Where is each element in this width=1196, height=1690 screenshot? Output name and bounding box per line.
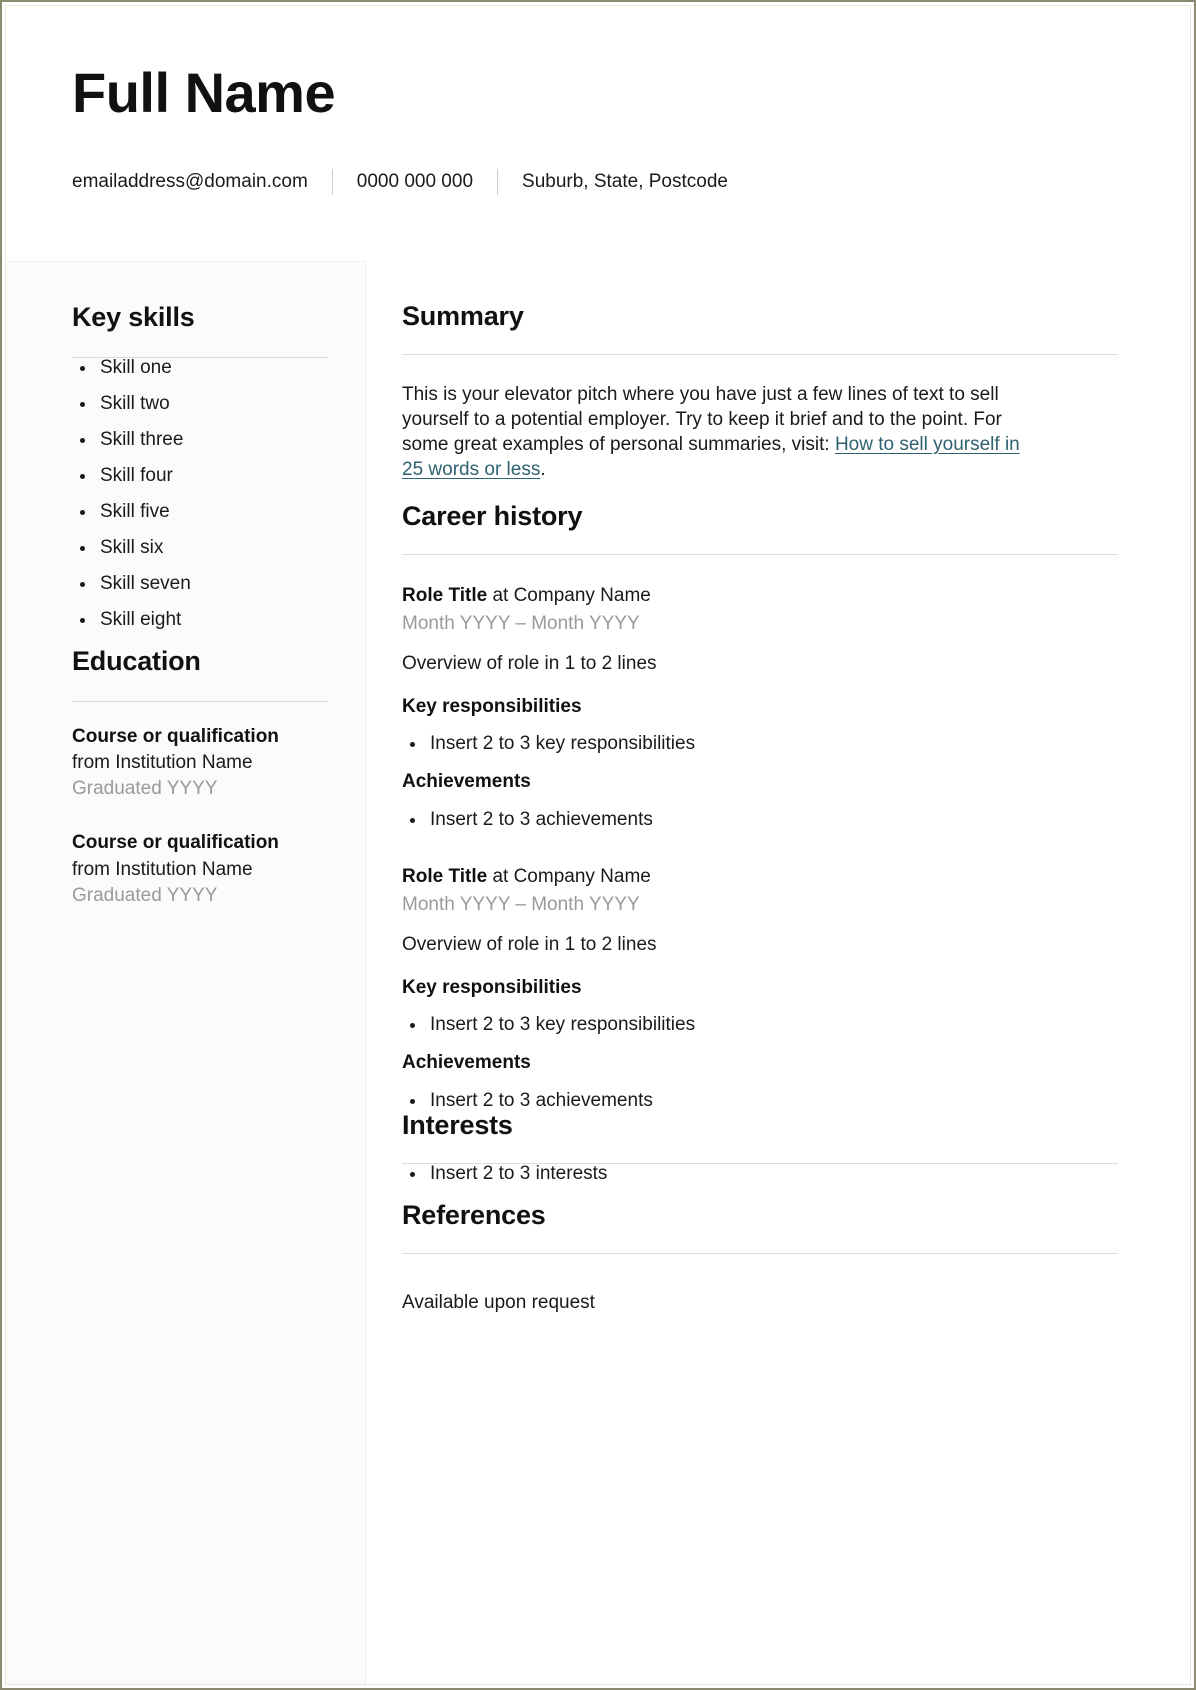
main-content <box>366 261 1190 1685</box>
list-item: Insert 2 to 3 key responsibilities <box>402 734 1118 753</box>
resume-page-inner <box>5 5 1191 1685</box>
job-responsibilities-list <box>402 734 1118 753</box>
job-at: at <box>487 865 514 887</box>
section-title-key-skills: Key skills <box>72 301 195 332</box>
section-title-interests: Interests <box>402 1109 513 1140</box>
list-item: Insert 2 to 3 achievements <box>402 810 1118 829</box>
section-divider <box>402 1253 1118 1254</box>
contact-row <box>72 169 1190 195</box>
list-item: Skill six <box>72 538 329 557</box>
education-item <box>72 830 329 909</box>
key-skills-list <box>72 358 329 629</box>
job-dates: Month YYYY – Month YYYY <box>402 612 640 634</box>
list-item: Skill seven <box>72 574 329 593</box>
education-institution: from Institution Name <box>72 858 253 880</box>
summary-text-before-link: This is your elevator pitch where you have just a few lines of text to sell yourself to a potential employer. Try to keep it brief and to the point. For some great examples of personal summaries, visit: <box>402 383 1002 455</box>
list-item: Skill eight <box>72 610 329 629</box>
list-item: Skill five <box>72 502 329 521</box>
job-achievements-label: Achievements <box>402 771 531 793</box>
education-course: Course or qualification <box>72 832 279 854</box>
list-item: Insert 2 to 3 achievements <box>402 1091 1118 1110</box>
job-responsibilities-list <box>402 1015 1118 1034</box>
contact-phone[interactable]: 0000 000 000 <box>356 170 474 192</box>
summary-paragraph <box>402 382 1022 482</box>
section-divider <box>72 701 329 702</box>
list-item: Skill one <box>72 358 329 377</box>
list-item: Insert 2 to 3 key responsibilities <box>402 1015 1118 1034</box>
job-overview: Overview of role in 1 to 2 lines <box>402 653 657 675</box>
contact-email[interactable]: emailaddress@domain.com <box>72 170 308 192</box>
contact-divider <box>497 169 498 195</box>
resume-header <box>6 6 1190 195</box>
sell-yourself-link[interactable]: How to sell yourself in 25 words or less <box>402 433 1020 481</box>
education-graduated: Graduated YYYY <box>72 778 218 800</box>
job-at: at <box>487 585 514 607</box>
job-responsibilities-label: Key responsibilities <box>402 976 582 998</box>
job-entry <box>402 863 1118 1110</box>
job-overview: Overview of role in 1 to 2 lines <box>402 934 657 956</box>
education-course: Course or qualification <box>72 725 279 747</box>
section-title-education: Education <box>72 645 201 676</box>
job-achievements-list <box>402 1091 1118 1110</box>
job-dates: Month YYYY – Month YYYY <box>402 893 640 915</box>
job-responsibilities-label: Key responsibilities <box>402 695 582 717</box>
section-divider <box>402 554 1118 555</box>
section-title-references: References <box>402 1199 546 1230</box>
job-title-line <box>402 582 1118 610</box>
job-title-line <box>402 863 1118 891</box>
job-company: Company Name <box>513 585 651 607</box>
list-item: Skill two <box>72 394 329 413</box>
contact-divider <box>332 169 333 195</box>
page-title: Full Name <box>72 61 336 124</box>
job-role: Role Title <box>402 865 488 887</box>
section-divider <box>402 354 1118 355</box>
list-item: Skill three <box>72 430 329 449</box>
education-item <box>72 724 329 803</box>
list-item: Insert 2 to 3 interests <box>402 1164 1118 1183</box>
section-title-summary: Summary <box>402 300 524 331</box>
job-company: Company Name <box>513 865 651 887</box>
job-achievements-list <box>402 810 1118 829</box>
list-item: Skill four <box>72 466 329 485</box>
job-entry <box>402 582 1118 829</box>
education-graduated: Graduated YYYY <box>72 884 218 906</box>
section-title-career-history: Career history <box>402 501 583 532</box>
sidebar <box>6 261 366 1685</box>
contact-location: Suburb, State, Postcode <box>522 170 728 192</box>
resume-body <box>6 261 1190 1685</box>
education-list <box>72 724 329 909</box>
interests-list <box>402 1164 1118 1183</box>
education-institution: from Institution Name <box>72 752 253 774</box>
job-achievements-label: Achievements <box>402 1052 531 1074</box>
summary-text-after-link: . <box>540 459 546 481</box>
references-text: Available upon request <box>402 1291 595 1313</box>
job-role: Role Title <box>402 585 488 607</box>
